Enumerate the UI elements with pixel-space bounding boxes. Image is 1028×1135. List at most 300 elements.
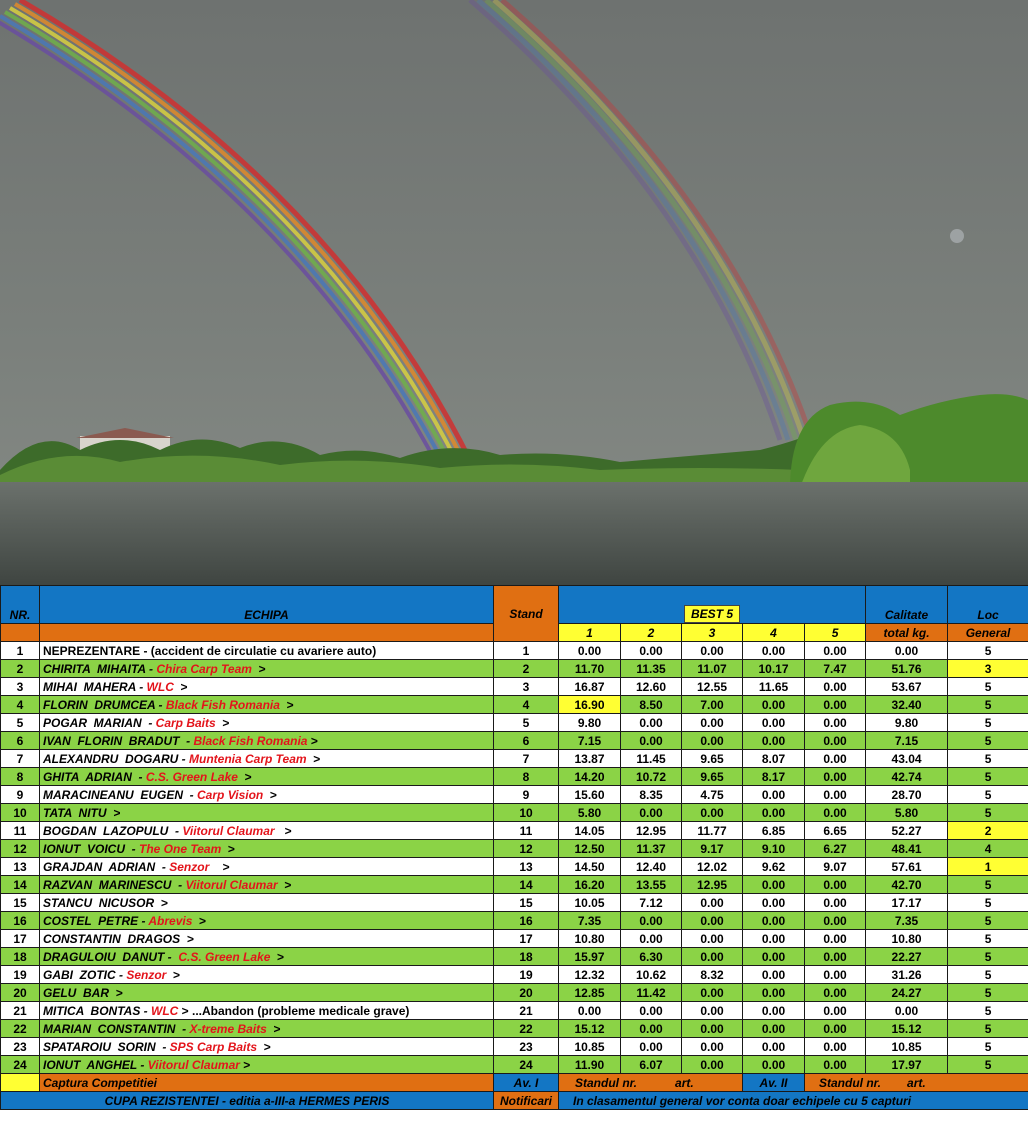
general-place: 5 bbox=[948, 750, 1028, 768]
capture-value: 0.00 bbox=[682, 804, 743, 822]
capture-value: 0.00 bbox=[682, 948, 743, 966]
capture-value: 0.00 bbox=[805, 1002, 866, 1020]
capture-value: 0.00 bbox=[805, 1020, 866, 1038]
capture-value: 0.00 bbox=[805, 642, 866, 660]
team-name: Senzor bbox=[126, 967, 167, 982]
row-suffix: > ...Abandon (probleme medicale grave) bbox=[178, 1003, 410, 1018]
general-place: 5 bbox=[948, 1002, 1028, 1020]
capture-value: 7.47 bbox=[805, 660, 866, 678]
capture-value: 0.00 bbox=[621, 1020, 682, 1038]
capture-value: 11.45 bbox=[621, 750, 682, 768]
table-row bbox=[1, 786, 1028, 804]
total-kg: 7.35 bbox=[866, 912, 948, 930]
stand-number: 2 bbox=[494, 660, 559, 678]
general-place: 4 bbox=[948, 840, 1028, 858]
general-place: 5 bbox=[948, 1020, 1028, 1038]
stand-number: 12 bbox=[494, 840, 559, 858]
row-number: 5 bbox=[1, 714, 40, 732]
general-place: 5 bbox=[948, 966, 1028, 984]
general-place: 5 bbox=[948, 894, 1028, 912]
capture-value: 0.00 bbox=[743, 912, 805, 930]
general-place: 5 bbox=[948, 768, 1028, 786]
total-kg: 42.70 bbox=[866, 876, 948, 894]
team-cell bbox=[40, 1038, 494, 1056]
capture-value: 0.00 bbox=[682, 894, 743, 912]
capture-value: 0.00 bbox=[621, 1002, 682, 1020]
table-row bbox=[1, 894, 1028, 912]
capture-value: 0.00 bbox=[682, 1002, 743, 1020]
capture-value: 0.00 bbox=[743, 642, 805, 660]
capture-value: 0.00 bbox=[743, 696, 805, 714]
capture-col-label: 1 bbox=[586, 625, 593, 640]
row-number: 16 bbox=[1, 912, 40, 930]
capture-value: 10.05 bbox=[559, 894, 621, 912]
total-kg: 0.00 bbox=[866, 1002, 948, 1020]
row-number: 10 bbox=[1, 804, 40, 822]
capture-value: 9.17 bbox=[682, 840, 743, 858]
notificari-label: Notificari bbox=[499, 1093, 552, 1108]
capture-value: 0.00 bbox=[743, 786, 805, 804]
capture-value: 0.00 bbox=[805, 1038, 866, 1056]
row-number: 24 bbox=[1, 1056, 40, 1074]
capture-value: 0.00 bbox=[559, 642, 621, 660]
row-number: 17 bbox=[1, 930, 40, 948]
total-kg: 42.74 bbox=[866, 768, 948, 786]
capture-value: 12.60 bbox=[621, 678, 682, 696]
capture-value: 12.50 bbox=[559, 840, 621, 858]
capture-value: 6.85 bbox=[743, 822, 805, 840]
capture-value: 0.00 bbox=[682, 714, 743, 732]
table-row bbox=[1, 768, 1028, 786]
capture-value: 11.77 bbox=[682, 822, 743, 840]
total-kg: 48.41 bbox=[866, 840, 948, 858]
capture-value: 0.00 bbox=[743, 966, 805, 984]
capture-value: 0.00 bbox=[682, 1056, 743, 1074]
capture-value: 8.50 bbox=[621, 696, 682, 714]
capture-value: 0.00 bbox=[743, 804, 805, 822]
capture-value: 0.00 bbox=[805, 678, 866, 696]
total-kg: 28.70 bbox=[866, 786, 948, 804]
team-name: Carp Vision bbox=[197, 787, 264, 802]
row-suffix: > bbox=[307, 733, 318, 748]
loc-label: Loc bbox=[977, 608, 999, 622]
stand-number: 1 bbox=[494, 642, 559, 660]
capture-value: 0.00 bbox=[743, 714, 805, 732]
total-kg: 24.27 bbox=[866, 984, 948, 1002]
team-name: Black Fish Romania bbox=[193, 733, 308, 748]
stand-number: 24 bbox=[494, 1056, 559, 1074]
team-cell bbox=[40, 804, 494, 822]
capture-col-1 bbox=[559, 624, 621, 642]
team-cell bbox=[40, 750, 494, 768]
capture-value: 11.42 bbox=[621, 984, 682, 1002]
total-kg: 52.27 bbox=[866, 822, 948, 840]
best5-header bbox=[559, 586, 866, 624]
team-cell bbox=[40, 642, 494, 660]
capture-value: 10.80 bbox=[559, 930, 621, 948]
participant-name: IONUT ANGHEL - bbox=[43, 1057, 148, 1072]
capture-value: 7.15 bbox=[559, 732, 621, 750]
stand-number: 7 bbox=[494, 750, 559, 768]
stand-number: 3 bbox=[494, 678, 559, 696]
stand-number: 11 bbox=[494, 822, 559, 840]
capture-value: 6.30 bbox=[621, 948, 682, 966]
capture-value: 13.87 bbox=[559, 750, 621, 768]
team-name: Senzor bbox=[169, 859, 210, 874]
capture-value: 12.95 bbox=[621, 822, 682, 840]
capture-value: 9.07 bbox=[805, 858, 866, 876]
row-number: 1 bbox=[1, 642, 40, 660]
capture-value: 5.80 bbox=[559, 804, 621, 822]
row-number: 18 bbox=[1, 948, 40, 966]
capture-value: 9.10 bbox=[743, 840, 805, 858]
notificari-cell bbox=[494, 1092, 559, 1110]
team-cell bbox=[40, 678, 494, 696]
row-suffix: > bbox=[270, 949, 285, 964]
table-row bbox=[1, 1038, 1028, 1056]
capture-value: 12.55 bbox=[682, 678, 743, 696]
row-suffix: > bbox=[274, 823, 292, 838]
general-place: 5 bbox=[948, 642, 1028, 660]
standul1-cell bbox=[559, 1074, 743, 1092]
row-number: 19 bbox=[1, 966, 40, 984]
nr-sub bbox=[1, 624, 40, 642]
table-row bbox=[1, 984, 1028, 1002]
row-number: 7 bbox=[1, 750, 40, 768]
table-row bbox=[1, 642, 1028, 660]
participant-name: CHIRITA MIHAITA - bbox=[43, 661, 157, 676]
capture-value: 0.00 bbox=[682, 1038, 743, 1056]
row-suffix: > bbox=[237, 769, 252, 784]
general-place: 5 bbox=[948, 948, 1028, 966]
capture-value: 0.00 bbox=[805, 930, 866, 948]
capture-value: 14.50 bbox=[559, 858, 621, 876]
capture-value: 15.97 bbox=[559, 948, 621, 966]
total-kg: 32.40 bbox=[866, 696, 948, 714]
capture-value: 8.35 bbox=[621, 786, 682, 804]
team-name: Black Fish Romania bbox=[165, 697, 280, 712]
table-row bbox=[1, 912, 1028, 930]
capture-value: 11.35 bbox=[621, 660, 682, 678]
total-kg: 15.12 bbox=[866, 1020, 948, 1038]
cupa-label: CUPA REZISTENTEI - editia a-III-a HERMES PERIS bbox=[104, 1093, 390, 1108]
participant-name: MITICA BONTAS - bbox=[43, 1003, 151, 1018]
echipa-label: ECHIPA bbox=[244, 608, 289, 622]
row-number: 21 bbox=[1, 1002, 40, 1020]
participant-name: MARIAN CONSTANTIN - bbox=[43, 1021, 190, 1036]
row-number: 9 bbox=[1, 786, 40, 804]
capture-value: 0.00 bbox=[621, 912, 682, 930]
capture-value: 0.00 bbox=[682, 984, 743, 1002]
table-row bbox=[1, 822, 1028, 840]
team-cell bbox=[40, 858, 494, 876]
table-row bbox=[1, 660, 1028, 678]
capture-value: 7.12 bbox=[621, 894, 682, 912]
total-kg: 51.76 bbox=[866, 660, 948, 678]
cupa-cell bbox=[1, 1092, 494, 1110]
capture-value: 0.00 bbox=[805, 786, 866, 804]
participant-name: DRAGULOIU DANUT - bbox=[43, 949, 179, 964]
team-name: The One Team bbox=[139, 841, 222, 856]
capture-value: 0.00 bbox=[559, 1002, 621, 1020]
capture-value: 14.05 bbox=[559, 822, 621, 840]
capture-value: 12.95 bbox=[682, 876, 743, 894]
team-cell bbox=[40, 840, 494, 858]
table-row bbox=[1, 804, 1028, 822]
total-kg: 7.15 bbox=[866, 732, 948, 750]
capture-value: 0.00 bbox=[805, 876, 866, 894]
team-name: Chira Carp Team bbox=[156, 661, 252, 676]
total-kg: 53.67 bbox=[866, 678, 948, 696]
participant-name: GHITA ADRIAN - bbox=[43, 769, 146, 784]
stand-label: Stand bbox=[509, 606, 543, 621]
row-number: 6 bbox=[1, 732, 40, 750]
team-name: WLC bbox=[146, 679, 174, 694]
capture-value: 0.00 bbox=[805, 714, 866, 732]
capture-value: 13.55 bbox=[621, 876, 682, 894]
capture-value: 0.00 bbox=[682, 912, 743, 930]
stand-number: 4 bbox=[494, 696, 559, 714]
capture-value: 10.17 bbox=[743, 660, 805, 678]
total-kg-label: total kg. bbox=[883, 625, 930, 640]
row-suffix: > bbox=[239, 1057, 251, 1072]
capture-value: 16.87 bbox=[559, 678, 621, 696]
stand-number: 19 bbox=[494, 966, 559, 984]
participant-name: COSTEL PETRE - bbox=[43, 913, 149, 928]
capture-value: 0.00 bbox=[621, 1038, 682, 1056]
row-suffix: > bbox=[251, 661, 266, 676]
participant-name: IONUT VOICU - bbox=[43, 841, 139, 856]
captura-cell bbox=[40, 1074, 494, 1092]
stand-number: 5 bbox=[494, 714, 559, 732]
participant-name: CONSTANTIN DRAGOS > bbox=[43, 931, 194, 946]
capture-value: 12.85 bbox=[559, 984, 621, 1002]
team-name: Viitorul Claumar bbox=[147, 1057, 240, 1072]
capture-value: 0.00 bbox=[682, 1020, 743, 1038]
total-kg: 57.61 bbox=[866, 858, 948, 876]
av1-label: Av. I bbox=[513, 1075, 539, 1090]
av2-label: Av. II bbox=[759, 1075, 788, 1090]
nota-label: In clasamentul general vor conta doar echipele cu 5 capturi bbox=[573, 1093, 912, 1108]
table-row bbox=[1, 696, 1028, 714]
capture-col-label: 4 bbox=[770, 625, 777, 640]
row-suffix: > bbox=[166, 967, 181, 982]
team-cell bbox=[40, 786, 494, 804]
total-kg: 17.17 bbox=[866, 894, 948, 912]
team-name: Abrevis bbox=[148, 913, 193, 928]
capture-col-3 bbox=[682, 624, 743, 642]
general-place: 5 bbox=[948, 1056, 1028, 1074]
capture-value: 16.20 bbox=[559, 876, 621, 894]
capture-value: 9.62 bbox=[743, 858, 805, 876]
total-kg: 22.27 bbox=[866, 948, 948, 966]
standul2-label: Standul nr. bbox=[819, 1075, 882, 1090]
capture-value: 0.00 bbox=[743, 876, 805, 894]
team-cell bbox=[40, 660, 494, 678]
capture-value: 6.07 bbox=[621, 1056, 682, 1074]
echipa-sub bbox=[40, 624, 494, 642]
team-cell bbox=[40, 894, 494, 912]
capture-value: 11.65 bbox=[743, 678, 805, 696]
capture-value: 10.72 bbox=[621, 768, 682, 786]
row-suffix: > bbox=[257, 1039, 271, 1054]
participant-name: MARACINEANU EUGEN - bbox=[43, 787, 198, 802]
total-kg: 10.80 bbox=[866, 930, 948, 948]
row-suffix: > bbox=[221, 841, 235, 856]
participant-name: RAZVAN MARINESCU - bbox=[43, 877, 186, 892]
captura-label: Captura Competitiei bbox=[43, 1075, 158, 1090]
table-row bbox=[1, 750, 1028, 768]
participant-name: BOGDAN LAZOPULU - bbox=[43, 823, 183, 838]
capture-col-label: 3 bbox=[708, 625, 716, 640]
general-place: 5 bbox=[948, 984, 1028, 1002]
team-cell bbox=[40, 696, 494, 714]
nota-cell bbox=[559, 1092, 1028, 1110]
capture-value: 0.00 bbox=[621, 642, 682, 660]
stand-number: 15 bbox=[494, 894, 559, 912]
capture-value: 0.00 bbox=[743, 948, 805, 966]
team-name: X-treme Baits bbox=[189, 1021, 267, 1036]
calitate-label: Calitate bbox=[884, 608, 929, 622]
general-place: 2 bbox=[948, 822, 1028, 840]
capture-value: 14.20 bbox=[559, 768, 621, 786]
row-suffix: > bbox=[279, 697, 294, 712]
general-place: 5 bbox=[948, 1038, 1028, 1056]
table-row bbox=[1, 948, 1028, 966]
participant-name: TATA NITU > bbox=[43, 805, 121, 820]
capture-value: 15.60 bbox=[559, 786, 621, 804]
team-cell bbox=[40, 876, 494, 894]
capture-value: 4.75 bbox=[682, 786, 743, 804]
capture-value: 0.00 bbox=[805, 948, 866, 966]
capture-value: 0.00 bbox=[621, 732, 682, 750]
capture-value: 0.00 bbox=[805, 750, 866, 768]
av1-cell bbox=[494, 1074, 559, 1092]
total-kg: 9.80 bbox=[866, 714, 948, 732]
general-place: 5 bbox=[948, 786, 1028, 804]
participant-name: GRAJDAN ADRIAN - bbox=[43, 859, 170, 874]
capture-value: 15.12 bbox=[559, 1020, 621, 1038]
team-cell bbox=[40, 930, 494, 948]
capture-value: 0.00 bbox=[743, 984, 805, 1002]
capture-value: 0.00 bbox=[621, 930, 682, 948]
capture-col-label: 5 bbox=[831, 625, 839, 640]
team-cell bbox=[40, 714, 494, 732]
capture-col-2 bbox=[621, 624, 682, 642]
av2-cell bbox=[743, 1074, 805, 1092]
general-place: 5 bbox=[948, 876, 1028, 894]
capture-value: 0.00 bbox=[805, 732, 866, 750]
col-loc-header bbox=[948, 586, 1028, 624]
team-cell bbox=[40, 768, 494, 786]
stand-number: 22 bbox=[494, 1020, 559, 1038]
row-number: 2 bbox=[1, 660, 40, 678]
capture-value: 11.70 bbox=[559, 660, 621, 678]
participant-name: POGAR MARIAN - bbox=[43, 715, 156, 730]
capture-value: 0.00 bbox=[805, 804, 866, 822]
capture-value: 12.32 bbox=[559, 966, 621, 984]
standul2-cell bbox=[805, 1074, 1028, 1092]
participant-name: GABI ZOTIC - bbox=[43, 967, 127, 982]
stand-number: 17 bbox=[494, 930, 559, 948]
capture-value: 8.32 bbox=[682, 966, 743, 984]
capture-value: 11.07 bbox=[682, 660, 743, 678]
col-echipa-header bbox=[40, 586, 494, 624]
footer-yellow-cell bbox=[1, 1074, 40, 1092]
stand-number: 23 bbox=[494, 1038, 559, 1056]
capture-value: 9.65 bbox=[682, 750, 743, 768]
total-kg: 10.85 bbox=[866, 1038, 948, 1056]
row-number: 13 bbox=[1, 858, 40, 876]
general-place: 5 bbox=[948, 930, 1028, 948]
capture-col-5 bbox=[805, 624, 866, 642]
best5-label: BEST 5 bbox=[684, 605, 740, 623]
capture-value: 0.00 bbox=[682, 732, 743, 750]
participant-name: ALEXANDRU DOGARU - bbox=[43, 751, 189, 766]
team-name: C.S. Green Lake bbox=[145, 769, 238, 784]
capture-col-label: 2 bbox=[647, 625, 655, 640]
total-kg: 31.26 bbox=[866, 966, 948, 984]
participant-name: IVAN FLORIN BRADUT - bbox=[43, 733, 194, 748]
capture-value: 0.00 bbox=[743, 1056, 805, 1074]
footer-row-1 bbox=[1, 1074, 1028, 1092]
capture-value: 0.00 bbox=[621, 804, 682, 822]
results-body bbox=[1, 642, 1028, 1074]
art1-label: art. bbox=[675, 1075, 694, 1090]
capture-value: 12.02 bbox=[682, 858, 743, 876]
capture-value: 0.00 bbox=[682, 642, 743, 660]
capture-value: 0.00 bbox=[621, 714, 682, 732]
table-row bbox=[1, 858, 1028, 876]
general-place: 5 bbox=[948, 714, 1028, 732]
team-cell bbox=[40, 912, 494, 930]
team-name: Muntenia Carp Team bbox=[189, 751, 307, 766]
table-row bbox=[1, 678, 1028, 696]
capture-value: 6.65 bbox=[805, 822, 866, 840]
row-suffix: > bbox=[277, 877, 292, 892]
capture-value: 0.00 bbox=[805, 984, 866, 1002]
row-suffix: > bbox=[173, 679, 188, 694]
capture-value: 12.40 bbox=[621, 858, 682, 876]
calitate-sub bbox=[866, 624, 948, 642]
team-name: C.S. Green Lake bbox=[178, 949, 271, 964]
stand-number: 16 bbox=[494, 912, 559, 930]
capture-value: 11.90 bbox=[559, 1056, 621, 1074]
results-table bbox=[0, 585, 1028, 1110]
row-number: 3 bbox=[1, 678, 40, 696]
capture-value: 6.27 bbox=[805, 840, 866, 858]
team-cell bbox=[40, 966, 494, 984]
general-place: 5 bbox=[948, 804, 1028, 822]
participant-name: GELU BAR > bbox=[43, 985, 123, 1000]
col-stand-header bbox=[494, 586, 559, 642]
row-suffix: > bbox=[306, 751, 321, 766]
general-place: 5 bbox=[948, 732, 1028, 750]
participant-name: MIHAI MAHERA - bbox=[43, 679, 147, 694]
team-cell bbox=[40, 1056, 494, 1074]
capture-value: 9.65 bbox=[682, 768, 743, 786]
stand-number: 8 bbox=[494, 768, 559, 786]
table-row bbox=[1, 966, 1028, 984]
table-row bbox=[1, 1002, 1028, 1020]
row-suffix: > bbox=[209, 859, 230, 874]
table-row bbox=[1, 714, 1028, 732]
team-name: WLC bbox=[151, 1003, 179, 1018]
general-place: 5 bbox=[948, 912, 1028, 930]
table-row bbox=[1, 840, 1028, 858]
table-row bbox=[1, 732, 1028, 750]
row-suffix: > bbox=[266, 1021, 281, 1036]
